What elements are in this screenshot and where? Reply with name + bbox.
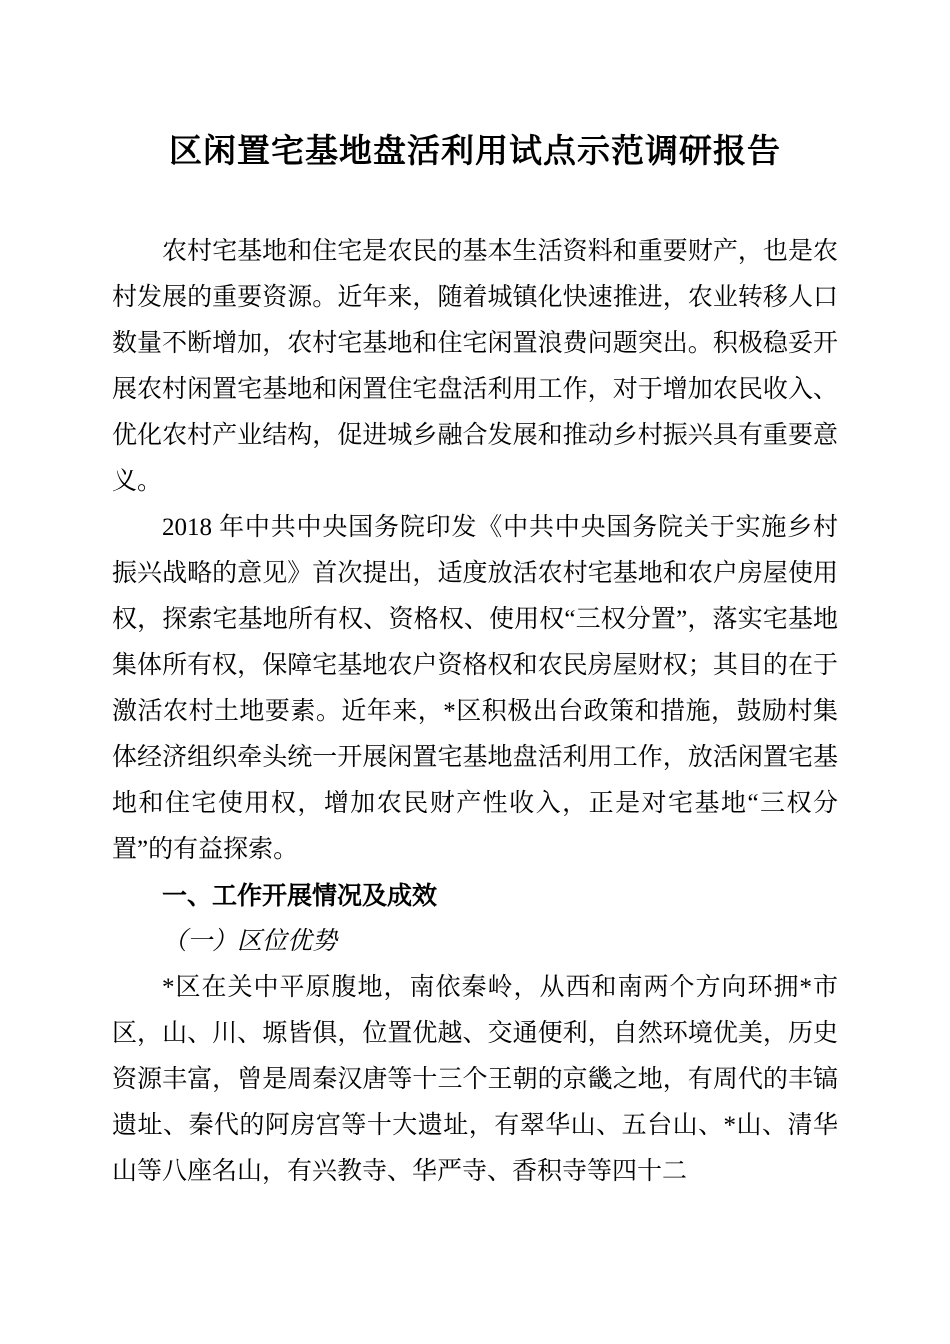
- paragraph-location-description: *区在关中平原腹地，南依秦岭，从西和南两个方向环拥*市区，山、川、塬皆俱，位置优越、交通便利，自然环境优美，历史资源丰富，曾是周秦汉唐等十三个王朝的京畿之地，有周代的丰镐遗址、秦代的阿房宫等十大遗址，有翠华山、五台山、*山、清华山等八座名山，有兴教寺、华严寺、香积寺等四十二: [112, 974, 838, 1185]
- paragraph-policy-background: 2018 年中共中央国务院印发《中共中央国务院关于实施乡村振兴战略的意见》首次提出，适度放活农村宅基地和农户房屋使用权，探索宅基地所有权、资格权、使用权“三权分置”，落实宅基地集体所有权，保障宅基地农户资格权和农民房屋财权；其目的在于激活农村土地要素。近年来，*区积极出台政策和措施，鼓励村集体经济组织牵头统一开展闲置宅基地盘活利用工作，放活闲置宅基地和住宅使用权，增加农民财产性收入，正是对宅基地“三权分置”的有益探索。: [112, 514, 838, 863]
- subsection-heading-location-advantage: （一）区位优势: [162, 928, 338, 955]
- section-heading-work-progress: 一、工作开展情况及成效: [162, 882, 438, 910]
- paragraph-intro: 农村宅基地和住宅是农民的基本生活资料和重要财产，也是农村发展的重要资源。近年来，随着城镇化快速推进，农业转移人口数量不断增加，农村宅基地和住宅闲置浪费问题突出。积极稳妥开展农村闲置宅基地和闲置住宅盘活利用工作，对于增加农民收入、优化农村产业结构，促进城乡融合发展和推动乡村振兴具有重要意义。: [112, 238, 838, 495]
- document-title: 区闲置宅基地盘活利用试点示范调研报告: [169, 132, 781, 169]
